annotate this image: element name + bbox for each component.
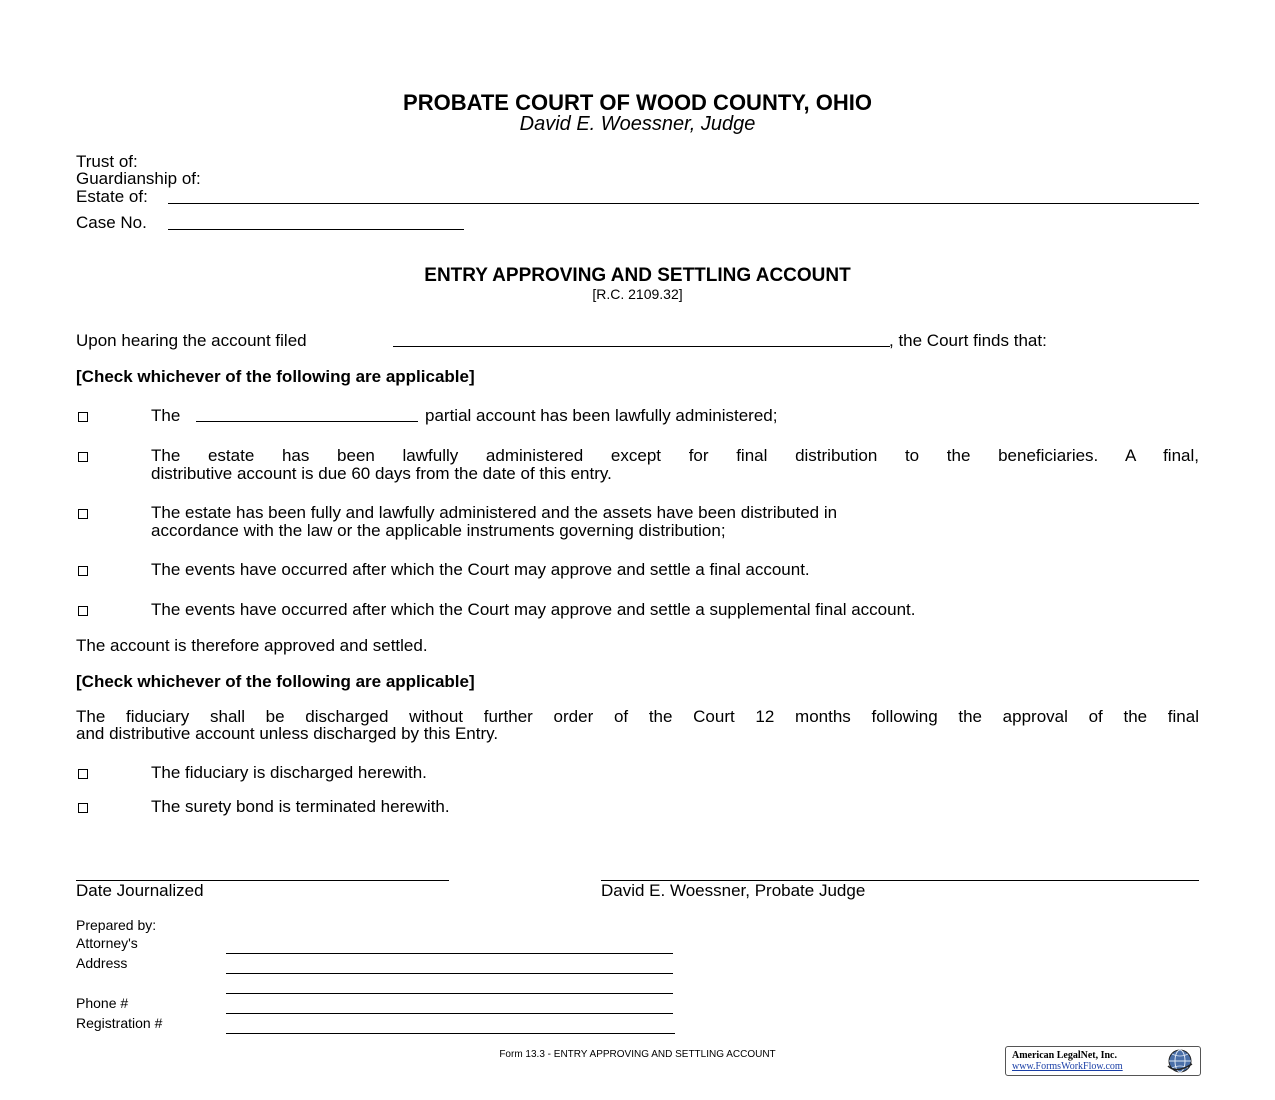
estate-field-line[interactable] [168,203,1199,204]
option2-text-line2: distributive account is due 60 days from the date of this entry. [151,464,612,483]
guardianship-label: Guardianship of: [76,169,201,188]
option6-text: The fiduciary is discharged herewith. [151,763,427,782]
option3-checkbox[interactable] [78,509,88,519]
judge-signature-label: David E. Woessner, Probate Judge [601,881,866,900]
option3-text-line2: accordance with the law or the applicable instruments governing distribution; [151,521,726,540]
option7-text: The surety bond is terminated herewith. [151,797,450,816]
check-heading-2: [Check whichever of the following are applicable] [76,672,475,691]
statute-reference: [R.C. 2109.32] [592,286,683,302]
approved-statement: The account is therefore approved and settled. [76,636,428,655]
address-field-line-2[interactable] [226,993,673,994]
form-title: ENTRY APPROVING AND SETTLING ACCOUNT [424,265,851,286]
phone-label: Phone # [76,995,129,1011]
court-title: PROBATE COURT OF WOOD COUNTY, OHIO [403,90,872,115]
case-no-field-line[interactable] [168,229,464,230]
option1-pre: The [151,406,181,425]
option4-checkbox[interactable] [78,566,88,576]
account-filed-field-line[interactable] [393,346,890,347]
option3-text-line1: The estate has been fully and lawfully administered and the assets have been distributed in [151,503,838,522]
phone-field-line[interactable] [226,1013,673,1014]
prepared-by-label: Prepared by: [76,917,157,933]
estate-label: Estate of: [76,187,148,206]
hearing-prefix: Upon hearing the account filed [76,331,307,350]
logo-company-name: American LegalNet, Inc. [1012,1050,1117,1061]
american-legalnet-logo[interactable] [1005,1046,1201,1076]
option6-checkbox[interactable] [78,769,88,779]
discharge-text-line1: The fiduciary shall be discharged without further order of the Court 12 months following the approval of the final [76,707,1199,726]
case-no-label: Case No. [76,213,147,232]
attorneys-label: Attorney's [76,935,138,951]
option1-checkbox[interactable] [78,412,88,422]
address-label: Address [76,955,128,971]
option7-checkbox[interactable] [78,803,88,813]
judge-subtitle: David E. Woessner, Judge [519,113,756,135]
attorney-field-line[interactable] [226,953,673,954]
discharge-text-line2: and distributive account unless discharged by this Entry. [76,724,499,743]
check-heading-1: [Check whichever of the following are applicable] [76,367,475,386]
address-field-line-1[interactable] [226,973,673,974]
option1-post: partial account has been lawfully administered; [425,406,778,425]
registration-field-line[interactable] [226,1033,675,1034]
option2-text-line1: The estate has been lawfully administered except for final distribution to the beneficiaries. A final, [151,446,1199,465]
hearing-suffix: , the Court finds that: [889,331,1047,350]
date-journalized-label: Date Journalized [76,881,204,900]
option2-checkbox[interactable] [78,452,88,462]
option4-text: The events have occurred after which the Court may approve and settle a final account. [151,560,810,579]
partial-account-field-line[interactable] [196,421,418,422]
globe-icon [1166,1048,1194,1074]
option5-checkbox[interactable] [78,606,88,616]
registration-label: Registration # [76,1015,163,1031]
trust-label: Trust of: [76,152,138,171]
form-footer-label: Form 13.3 - ENTRY APPROVING AND SETTLING ACCOUNT [499,1049,776,1060]
logo-website-link[interactable]: www.FormsWorkFlow.com [1012,1061,1123,1072]
option5-text: The events have occurred after which the Court may approve and settle a supplemental final account. [151,600,916,619]
